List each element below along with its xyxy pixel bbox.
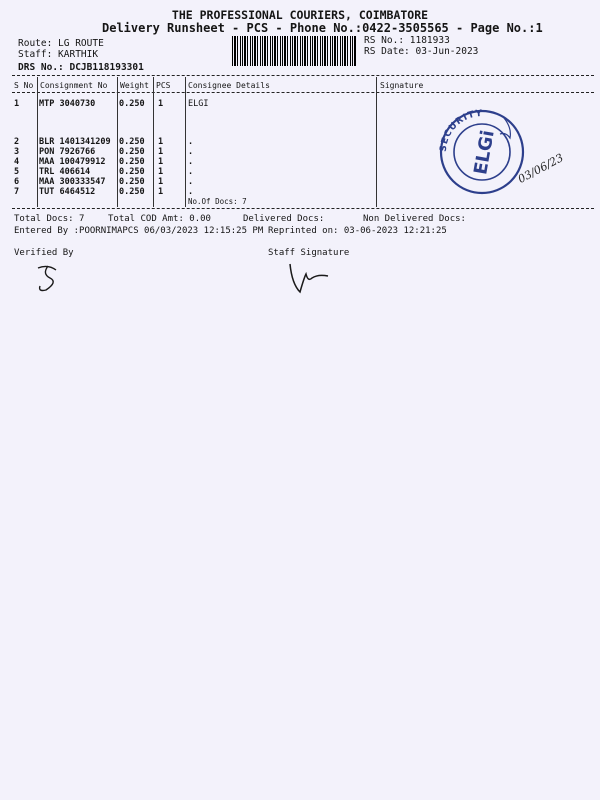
table-top-rule [12,75,594,76]
non-delivered-docs: Non Delivered Docs: [363,214,466,224]
stamp-ring-text: SECURITY [438,108,484,153]
row-consignee: . [188,177,194,187]
row-consignee: . [188,147,194,157]
col-sno: S No [14,81,34,90]
row-pcs: 1 [158,137,164,147]
row-pcs: 1 [158,187,164,197]
column-divider [37,77,38,207]
column-divider [153,77,154,207]
row-consignment: BLR 1401341209 [39,137,111,147]
table-bottom-rule [12,208,594,209]
col-consignment: Consignment No [40,81,108,90]
row-sno: 2 [14,137,20,147]
runsheet-title: Delivery Runsheet - PCS - Phone No.:0422-3505565 - Page No.:1 [102,21,543,35]
column-divider [117,77,118,207]
row-sno: 6 [14,177,20,187]
row-weight: 0.250 [119,137,145,147]
delivered-docs: Delivered Docs: [243,214,325,224]
handwritten-date: 03/06/23 [515,151,566,186]
barcode [232,36,356,66]
reprinted-on: Reprinted on: 03-06-2023 12:21:25 [268,226,447,236]
no-of-docs: No.Of Docs: 7 [188,197,247,206]
total-cod-amount: Total COD Amt: 0.00 [108,214,211,224]
row-consignee: . [188,167,194,177]
rs-number: RS No.: 1181933 [364,35,450,46]
row-pcs: 1 [158,147,164,157]
row-consignee: . [188,157,194,167]
col-weight: Weight [120,81,149,90]
company-name: THE PROFESSIONAL COURIERS, COIMBATORE [171,8,429,22]
row-consignment: MTP 3040730 [39,99,96,109]
row-consignment: MAA 100479912 [39,157,106,167]
staff-signature [284,258,334,298]
row-consignment: MAA 300333547 [39,177,106,187]
row-weight: 0.250 [119,99,145,109]
row-weight: 0.250 [119,147,145,157]
column-divider [376,77,377,207]
row-consignee: . [188,187,194,197]
row-pcs: 1 [158,167,164,177]
row-weight: 0.250 [119,177,145,187]
total-docs: Total Docs: 7 [14,214,85,224]
row-weight: 0.250 [119,187,145,197]
rs-date: RS Date: 03-Jun-2023 [364,46,479,57]
row-sno: 1 [14,99,20,109]
column-divider [185,77,186,207]
row-weight: 0.250 [119,167,145,177]
row-consignee: ELGI [188,99,209,109]
verified-by-label: Verified By [14,248,74,258]
company-stamp [432,100,552,196]
staff-label: Staff: KARTHIK [18,49,99,60]
row-consignment: TUT 6464512 [39,187,96,197]
row-sno: 7 [14,187,20,197]
row-sno: 5 [14,167,20,177]
row-pcs: 1 [158,157,164,167]
row-consignment: TRL 406614 [39,167,91,177]
row-weight: 0.250 [119,157,145,167]
verifier-signature [30,262,70,296]
row-pcs: 1 [158,99,164,109]
col-signature: Signature [380,81,424,90]
route-label: Route: LG ROUTE [18,38,104,49]
col-pcs: PCS [156,81,171,90]
row-consignee: . [188,137,194,147]
row-sno: 3 [14,147,20,157]
row-pcs: 1 [158,177,164,187]
entered-by: Entered By :POORNIMAPCS 06/03/2023 12:15:25 PM [14,226,264,236]
row-sno: 4 [14,157,20,167]
stamp-center-text: ELGi [470,128,499,177]
drs-number: DRS No.: DCJB118193301 [18,62,144,73]
table-header-rule [12,92,594,93]
col-consignee: Consignee Details [188,81,270,90]
staff-signature-label: Staff Signature [268,248,350,258]
row-consignment: PON 7926766 [39,147,96,157]
